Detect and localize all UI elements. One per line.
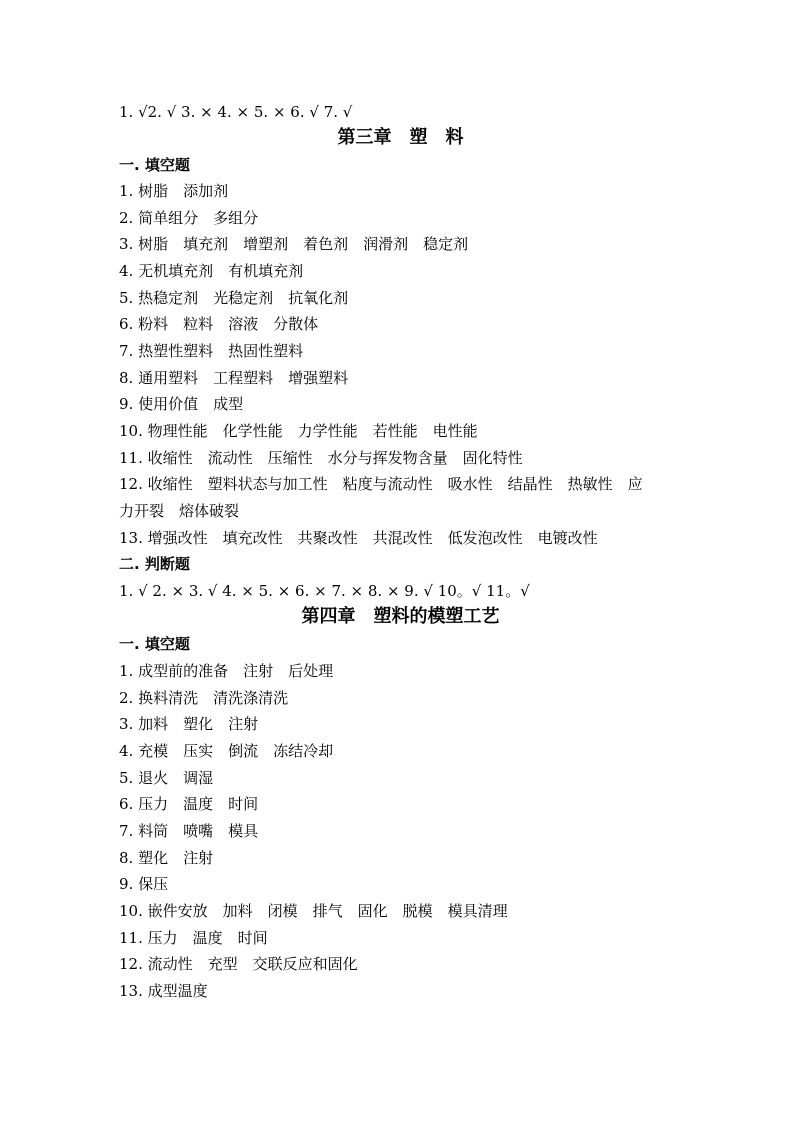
- ch3-item-continuation: 力开裂 熔体破裂: [119, 502, 240, 520]
- chapter-3-title: 第三章 塑 料: [337, 127, 464, 148]
- ch4-item: 5. 退火 调湿: [119, 769, 214, 787]
- ch4-item: 12. 流动性 充型 交联反应和固化: [119, 955, 358, 973]
- ch4-item: 2. 换料清洗 清洗涤清洗: [119, 689, 289, 707]
- ch4-item: 9. 保压: [119, 875, 169, 893]
- top-answers: 1. √2. √ 3. × 4. × 5. × 6. √ 7. √: [119, 103, 353, 121]
- ch3-item: 9. 使用价值 成型: [119, 395, 244, 413]
- ch3-item: 13. 增强改性 填充改性 共聚改性 共混改性 低发泡改性 电镀改性: [119, 529, 598, 547]
- ch4-item: 1. 成型前的准备 注射 后处理: [119, 662, 334, 680]
- ch3-judge-answers: 1. √ 2. × 3. √ 4. × 5. × 6. × 7. × 8. × 9. √ 10。√ 11。√: [119, 582, 530, 600]
- ch4-item: 10. 嵌件安放 加料 闭模 排气 固化 脱模 模具清理: [119, 902, 508, 920]
- ch4-item: 7. 料筒 喷嘴 模具: [119, 822, 259, 840]
- ch3-item: 11. 收缩性 流动性 压缩性 水分与挥发物含量 固化特性: [119, 449, 523, 467]
- ch3-item: 8. 通用塑料 工程塑料 增强塑料: [119, 369, 349, 387]
- ch3-judge-heading: 二. 判断题: [119, 555, 190, 573]
- chapter-4-title: 第四章 塑料的模塑工艺: [301, 606, 500, 627]
- ch4-item: 11. 压力 温度 时间: [119, 929, 268, 947]
- ch3-item: 4. 无机填充剂 有机填充剂: [119, 262, 304, 280]
- ch3-item: 10. 物理性能 化学性能 力学性能 若性能 电性能: [119, 422, 478, 440]
- ch4-item: 13. 成型温度: [119, 982, 208, 1000]
- ch3-item: 12. 收缩性 塑料状态与加工性 粘度与流动性 吸水性 结晶性 热敏性 应: [119, 475, 643, 493]
- ch4-fill-heading: 一. 填空题: [119, 635, 190, 653]
- ch4-item: 6. 压力 温度 时间: [119, 795, 259, 813]
- ch3-item: 2. 简单组分 多组分: [119, 209, 259, 227]
- ch3-item: 1. 树脂 添加剂: [119, 182, 229, 200]
- ch3-fill-heading: 一. 填空题: [119, 156, 190, 174]
- ch4-item: 3. 加料 塑化 注射: [119, 715, 259, 733]
- ch4-item: 4. 充模 压实 倒流 冻结冷却: [119, 742, 334, 760]
- ch4-item: 8. 塑化 注射: [119, 849, 214, 867]
- ch3-item: 5. 热稳定剂 光稳定剂 抗氧化剂: [119, 289, 349, 307]
- ch3-item: 3. 树脂 填充剂 增塑剂 着色剂 润滑剂 稳定剂: [119, 235, 469, 253]
- ch3-item: 6. 粉料 粒料 溶液 分散体: [119, 315, 319, 333]
- ch3-item: 7. 热塑性塑料 热固性塑料: [119, 342, 304, 360]
